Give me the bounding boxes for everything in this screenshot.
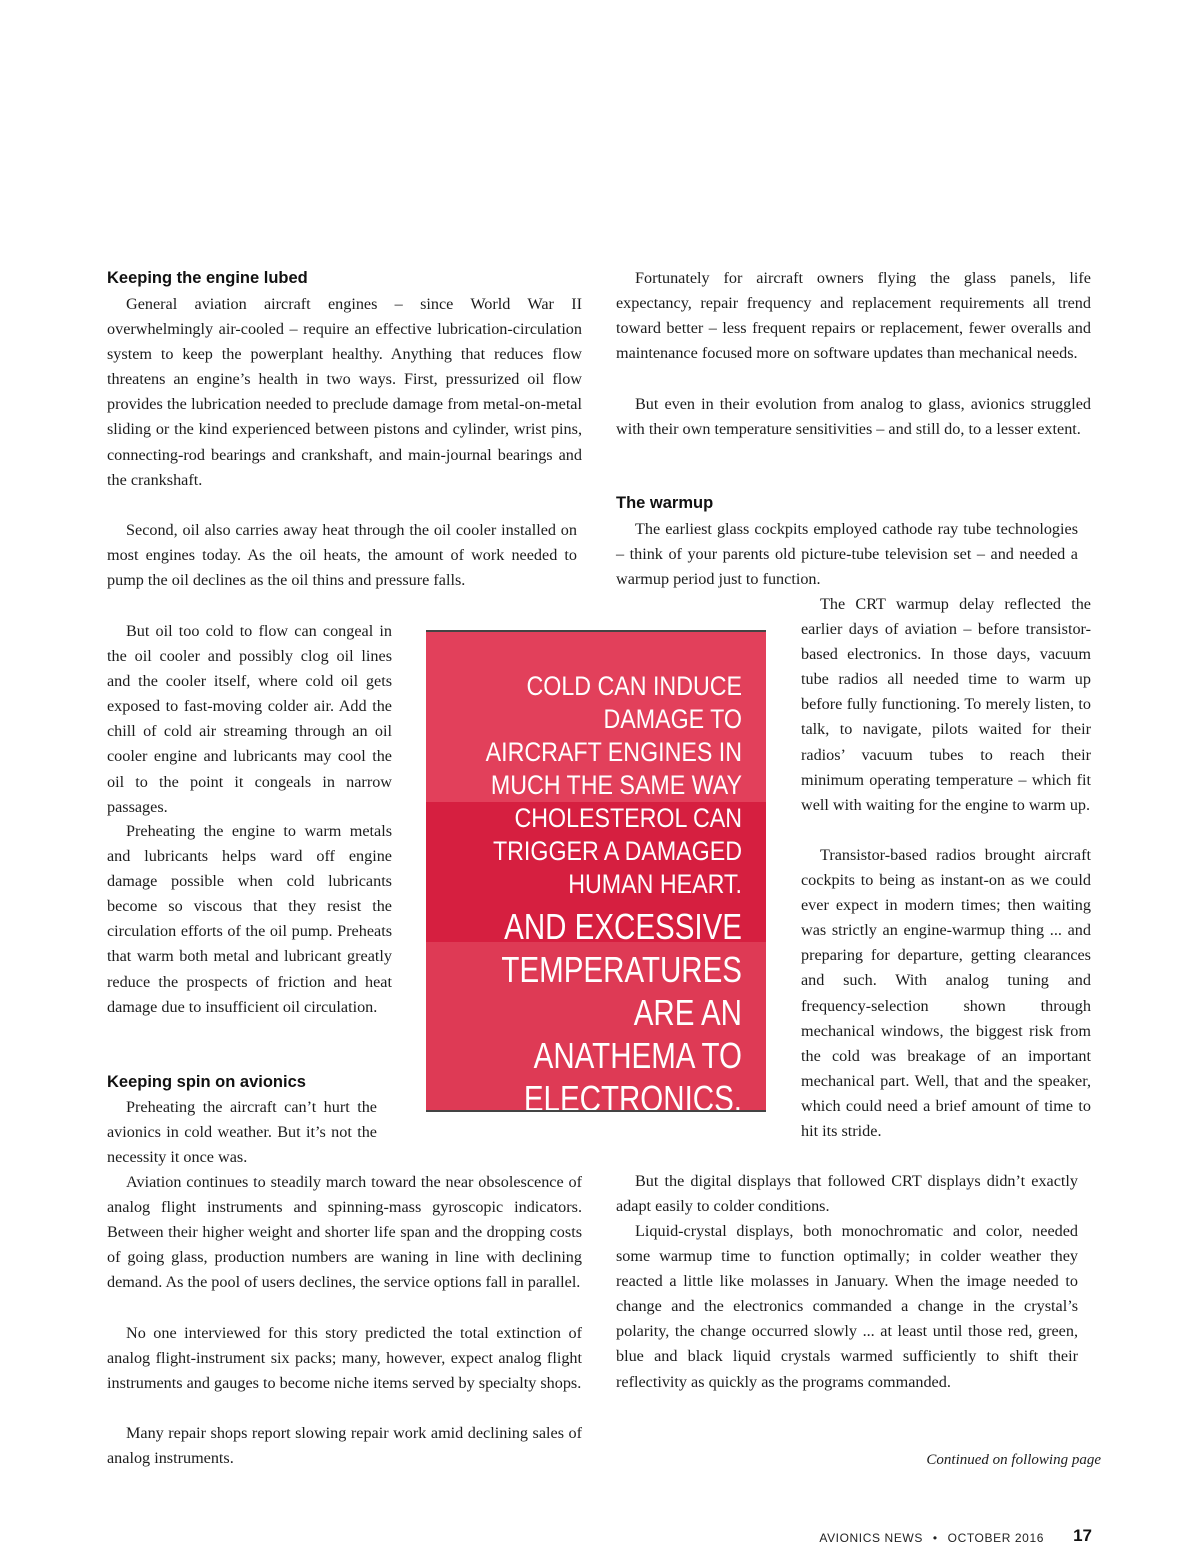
paragraph: Many repair shops report slowing repair work amid declining sales of analog instruments. [107, 1424, 582, 1468]
paragraph: Preheating the aircraft can’t hurt the avionics in cold weather. But it’s not the necessity it once was. [107, 1098, 377, 1167]
paragraph: Aviation continues to steadily march toward the near obsolescence of analog flight instruments and spinning-mass gyroscopic indicators. Between their higher weight and shorter life span and the dropping costs of going glass, production numbers are waning in line with declining demand. As the pool of users declines, the service options fall in parallel. [107, 1173, 582, 1292]
paragraph: But the digital displays that followed CRT displays didn’t exactly adapt easily to colder conditions. [616, 1172, 1078, 1216]
paragraph: Preheating the engine to warm metals and lubricants helps ward off engine damage possible when cold lubricants become so viscous that they resist the circulation efforts of the oil pump. Preheats that warm both metal and lubricant greatly reduce the prospects of friction and heat damage due to insufficient oil circulation. [107, 822, 392, 1016]
paragraph: No one interviewed for this story predicted the total extinction of analog flight-instrument six packs; many, however, expect analog flight instruments and gauges to become niche items served by specialty shops. [107, 1324, 582, 1393]
paragraph: Second, oil also carries away heat through the oil cooler installed on most engines today. As the oil heats, the amount of work needed to pump the oil declines as the oil thins and pressure falls. [107, 521, 577, 590]
paragraph: Fortunately for aircraft owners flying the glass panels, life expectancy, repair frequency and replacement requirements all trend toward better – less frequent repairs or replacement, fewer overalls and maintenance focused more on software updates than mechanical needs. [616, 269, 1091, 363]
paragraph: But oil too cold to flow can congeal in the oil cooler and possibly clog oil lines and the cooler itself, where cold oil gets exposed to fast-moving colder air. Add the chill of cold air streaming through an oil cooler engine and lubricants may cool the oil to the point it congeals in narrow passages. [107, 622, 392, 816]
pull-quote-text [442, 670, 742, 1112]
footer-separator: • [932, 1531, 938, 1545]
heading-engine-lubed: Keeping the engine lubed [107, 269, 308, 287]
paragraph: But even in their evolution from analog to glass, avionics struggled with their own temperature sensitivities – and still do, to a lesser extent. [616, 395, 1091, 439]
pull-quote-part1: COLD CAN INDUCE DAMAGE TO AIRCRAFT ENGINES IN MUCH THE SAME WAY CHOLESTEROL CAN TRIGGER A DAMAGED HUMAN HEART. [485, 671, 742, 899]
paragraph: General aviation aircraft engines – since World War II overwhelmingly air-cooled – require an effective lubrication-circulation system to keep the powerplant healthy. Anything that reduces flow threatens an engine’s health in two ways. First, pressurized oil flow provides the lubrication needed to preclude damage from metal-on-metal sliding or the kind experienced between pistons and cylinder, wrist pins, connecting-rod bearings and crankshaft, and main-journal bearings and the crankshaft. [107, 295, 582, 489]
continued-note: Continued on following page [926, 1452, 1101, 1468]
paragraph: Transistor-based radios brought aircraft cockpits to being as instant-on as we could ever expect in modern times; then waiting was strictly an engine-warmup thing ... and preparing for departure, getting clearances and such. With analog tuning and frequency-selection shown through mechanical windows, the biggest risk from the cold was breakage of an important mechanical part. Well, that and the speaker, which could need a brief amount of time to hit its stride. [801, 846, 1091, 1141]
issue-date: OCTOBER 2016 [947, 1531, 1044, 1545]
paragraph: The earliest glass cockpits employed cathode ray tube technologies – think of your parents old picture-tube television set – and needed a warmup period just to function. [616, 520, 1078, 589]
page-number: 17 [1073, 1526, 1092, 1545]
publication-name: AVIONICS NEWS [819, 1531, 923, 1545]
heading-warmup: The warmup [616, 494, 714, 512]
paragraph: The CRT warmup delay reflected the earlier days of aviation – before transistor-based electronics. In those days, vacuum tube radios all needed time to warm up before fully functioning. To merely listen, to talk, to navigate, pilots waited for their radios’ vacuum tubes to reach their minimum operating temperature – which fit well with waiting for the engine to warm up. [801, 595, 1091, 814]
paragraph: Liquid-crystal displays, both monochromatic and color, needed some warmup time to function optimally; in colder weather they reacted a little like molasses in January. When the image needed to change and the electronics commanded a change in the crystal’s polarity, the change occurred slowly ... at least until those red, green, blue and black liquid crystals warmed sufficiently to shift their reflectivity as quickly as the programs commanded. [616, 1222, 1078, 1391]
pull-quote-part2: AND EXCESSIVE TEMPERATURES ARE AN ANATHEMA TO ELECTRONICS. [501, 906, 742, 1112]
page-footer [819, 1530, 1044, 1546]
pull-quote-box [426, 630, 766, 1112]
heading-spin-on-avionics: Keeping spin on avionics [107, 1073, 306, 1091]
